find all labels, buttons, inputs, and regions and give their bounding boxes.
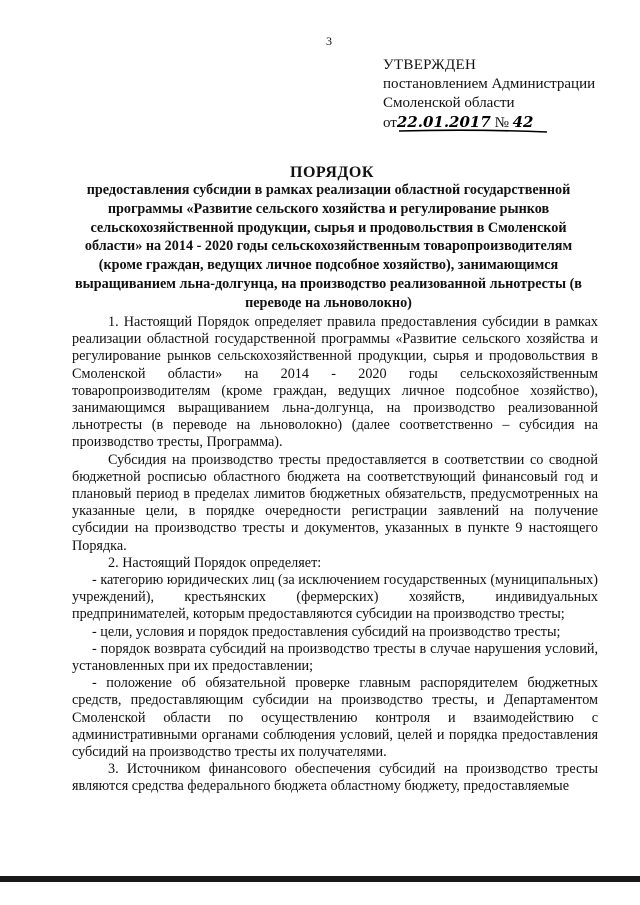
approval-line-1: постановлением Администрации bbox=[383, 76, 596, 92]
approval-line-2: Смоленской области bbox=[383, 95, 515, 111]
number-prefix: № bbox=[494, 115, 509, 131]
list-item-4: - положение об обязательной проверке главным распорядителем бюджетных средств, предоставляющим субсидии на производство тресты, и Департаментом Смоленской области по осуществлению контроля и взаимодействию с административными органами соблюдения условий, целей и порядка предоставления субсидий на производство тресты их получателями. bbox=[72, 675, 598, 761]
document-title: ПОРЯДОК bbox=[290, 164, 374, 181]
approval-block bbox=[383, 56, 595, 133]
list-item-3: - порядок возврата субсидий на производство тресты в случае нарушения условий, установленных при их предоставлении; bbox=[72, 640, 598, 675]
scan-edge-bar bbox=[0, 876, 640, 882]
paragraph-3: 2. Настоящий Порядок определяет: bbox=[108, 554, 322, 571]
list-item-2: - цели, условия и порядок предоставления субсидий на производство тресты; bbox=[92, 623, 561, 640]
paragraph-2: Субсидия на производство тресты предоставляется в соответствии со сводной бюджетной росписью областного бюджета на соответствующий финансовый год и плановый период в пределах лимитов бюджетных обязательств, предусмотренных на указанные цели, в порядке очередности регистрации заявлений на получение субсидии на производство тресты и документов, указанных в пункте 9 настоящего Порядка. bbox=[72, 451, 598, 554]
handwritten-number: 42 bbox=[512, 113, 534, 131]
paragraph-1: 1. Настоящий Порядок определяет правила предоставления субсидии в рамках реализации областной государственной программы «Развитие сельского хозяйства и регулирование рынков сельскохозяйственной продукции, сырья и продовольствия в Смоленской области» на 2014 - 2020 годы сельскохозяйственным товаропроизводителям (кроме граждан, ведущих личное подсобное хозяйство), занимающимся выращиванием льна-долгунца, на производство реализованной льнотресты (в переводе на льноволокно) (далее соответственно – субсидия на производство тресты, Программа). bbox=[72, 314, 598, 451]
paragraph-4: 3. Источником финансового обеспечения субсидий на производство тресты являются средства федерального бюджета областному бюджету, предоставляемые bbox=[72, 761, 598, 795]
date-prefix: от bbox=[383, 115, 397, 131]
document-subtitle: предоставления субсидии в рамках реализации областной государственной программы «Развитие сельского хозяйства и регулирование рынков сельскохозяйственной продукции, сырья и продовольствия в Смоленской области» на 2014 - 2020 годы сельскохозяйственным товаропроизводителям (кроме граждан, ведущих личное подсобное хозяйство), занимающимся выращиванием льна-долгунца, на производство реализованной льнотресты (в переводе на льноволокно) bbox=[75, 182, 582, 311]
approval-date-line bbox=[383, 113, 595, 133]
date-underline bbox=[399, 128, 549, 134]
page-number: 3 bbox=[326, 34, 332, 48]
approval-heading: УТВЕРЖДЕН bbox=[383, 57, 477, 73]
handwritten-date: 22.01.2017 bbox=[396, 113, 491, 131]
document-body bbox=[72, 314, 598, 796]
list-item-1: - категорию юридических лиц (за исключением государственных (муниципальных) учреждений), крестьянских (фермерских) хозяйств, индивидуальных предпринимателей, которым предоставляются субсидии на производство тресты; bbox=[72, 572, 598, 623]
